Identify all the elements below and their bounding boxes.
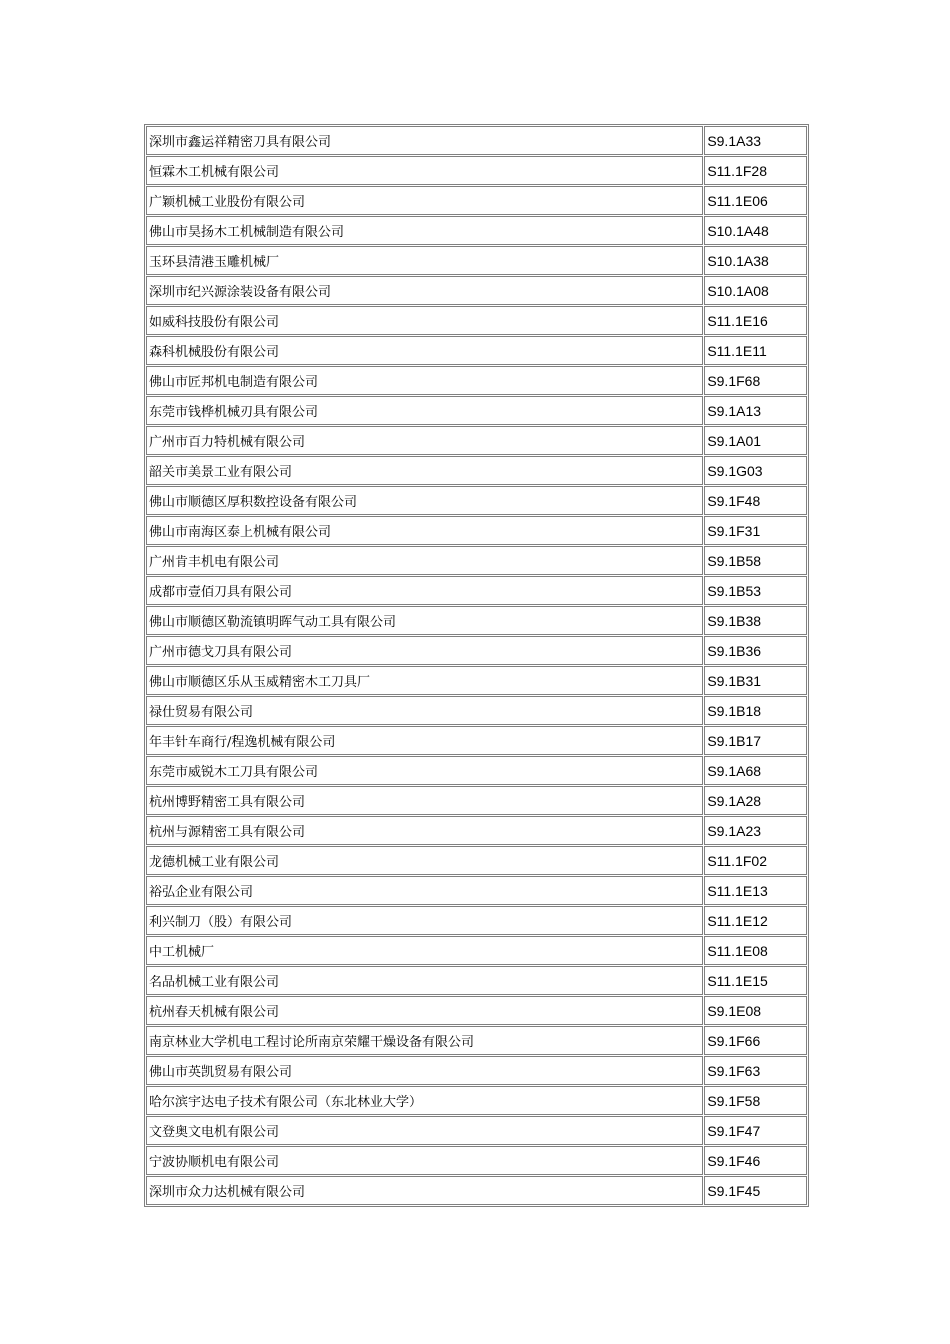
table-row [146,696,807,725]
booth-number-cell: S10.1A08 [704,276,807,305]
booth-number-cell: S9.1A23 [704,816,807,845]
booth-number-cell: S11.1F28 [704,156,807,185]
company-name-cell: 成都市壹佰刀具有限公司 [146,576,703,605]
table-row [146,426,807,455]
company-name-cell: 东莞市钱桦机械刃具有限公司 [146,396,703,425]
company-name-cell: 东莞市威锐木工刀具有限公司 [146,756,703,785]
company-name-cell: 广州市百力特机械有限公司 [146,426,703,455]
company-name-cell: 宁波协顺机电有限公司 [146,1146,703,1175]
table-row [146,576,807,605]
company-name-cell: 杭州春天机械有限公司 [146,996,703,1025]
table-row [146,546,807,575]
table-row [146,1026,807,1055]
company-name-cell: 佛山市英凯贸易有限公司 [146,1056,703,1085]
company-name-cell: 佛山市顺德区乐从玉威精密木工刀具厂 [146,666,703,695]
company-name-cell: 玉环县清港玉雕机械厂 [146,246,703,275]
booth-number-cell: S10.1A38 [704,246,807,275]
company-name-cell: 深圳市众力达机械有限公司 [146,1176,703,1205]
company-name-cell: 年丰针车商行/程逸机械有限公司 [146,726,703,755]
booth-number-cell: S11.1E13 [704,876,807,905]
company-name-cell: 文登奥文电机有限公司 [146,1116,703,1145]
table-row [146,726,807,755]
booth-number-cell: S11.1F02 [704,846,807,875]
table-row [146,966,807,995]
company-name-cell: 恒霖木工机械有限公司 [146,156,703,185]
booth-number-cell: S11.1E06 [704,186,807,215]
exhibitor-table-body [146,126,807,1205]
booth-number-cell: S9.1A13 [704,396,807,425]
booth-number-cell: S9.1B18 [704,696,807,725]
company-name-cell: 深圳市纪兴源涂装设备有限公司 [146,276,703,305]
table-row [146,906,807,935]
company-name-cell: 森科机械股份有限公司 [146,336,703,365]
booth-number-cell: S9.1F66 [704,1026,807,1055]
table-row [146,516,807,545]
table-row [146,1086,807,1115]
table-row [146,1176,807,1205]
company-name-cell: 佛山市昊扬木工机械制造有限公司 [146,216,703,245]
exhibitor-table [144,124,809,1207]
booth-number-cell: S9.1A68 [704,756,807,785]
table-row [146,186,807,215]
booth-number-cell: S9.1F46 [704,1146,807,1175]
table-row [146,486,807,515]
company-name-cell: 南京林业大学机电工程讨论所南京荣耀干燥设备有限公司 [146,1026,703,1055]
table-row [146,846,807,875]
table-row [146,306,807,335]
table-row [146,1116,807,1145]
company-name-cell: 名品机械工业有限公司 [146,966,703,995]
booth-number-cell: S9.1F48 [704,486,807,515]
table-row [146,366,807,395]
booth-number-cell: S9.1A33 [704,126,807,155]
table-row [146,1056,807,1085]
company-name-cell: 佛山市顺德区厚积数控设备有限公司 [146,486,703,515]
booth-number-cell: S11.1E15 [704,966,807,995]
company-name-cell: 广州市德戈刀具有限公司 [146,636,703,665]
booth-number-cell: S9.1A01 [704,426,807,455]
company-name-cell: 广颖机械工业股份有限公司 [146,186,703,215]
booth-number-cell: S11.1E12 [704,906,807,935]
table-row [146,996,807,1025]
company-name-cell: 中工机械厂 [146,936,703,965]
company-name-cell: 裕弘企业有限公司 [146,876,703,905]
booth-number-cell: S9.1B38 [704,606,807,635]
table-row [146,216,807,245]
company-name-cell: 佛山市南海区泰上机械有限公司 [146,516,703,545]
company-name-cell: 佛山市顺德区勒流镇明晖气动工具有限公司 [146,606,703,635]
booth-number-cell: S9.1E08 [704,996,807,1025]
table-row [146,156,807,185]
company-name-cell: 广州肯丰机电有限公司 [146,546,703,575]
booth-number-cell: S9.1F63 [704,1056,807,1085]
table-row [146,1146,807,1175]
booth-number-cell: S11.1E11 [704,336,807,365]
table-row [146,606,807,635]
booth-number-cell: S9.1F68 [704,366,807,395]
booth-number-cell: S9.1F31 [704,516,807,545]
table-row [146,756,807,785]
table-row [146,246,807,275]
company-name-cell: 杭州与源精密工具有限公司 [146,816,703,845]
table-row [146,456,807,485]
table-row [146,786,807,815]
company-name-cell: 龙德机械工业有限公司 [146,846,703,875]
booth-number-cell: S9.1F58 [704,1086,807,1115]
table-row [146,816,807,845]
booth-number-cell: S9.1B58 [704,546,807,575]
booth-number-cell: S9.1F45 [704,1176,807,1205]
table-row [146,666,807,695]
company-name-cell: 佛山市匠邦机电制造有限公司 [146,366,703,395]
company-name-cell: 哈尔滨宇达电子技术有限公司（东北林业大学） [146,1086,703,1115]
company-name-cell: 韶关市美景工业有限公司 [146,456,703,485]
company-name-cell: 杭州博野精密工具有限公司 [146,786,703,815]
booth-number-cell: S9.1B17 [704,726,807,755]
table-row [146,396,807,425]
booth-number-cell: S9.1B53 [704,576,807,605]
company-name-cell: 利兴制刀（股）有限公司 [146,906,703,935]
booth-number-cell: S11.1E08 [704,936,807,965]
table-row [146,936,807,965]
company-name-cell: 如威科技股份有限公司 [146,306,703,335]
table-row [146,636,807,665]
booth-number-cell: S9.1B31 [704,666,807,695]
booth-number-cell: S10.1A48 [704,216,807,245]
company-name-cell: 禄仕贸易有限公司 [146,696,703,725]
table-row [146,126,807,155]
company-name-cell: 深圳市鑫运祥精密刀具有限公司 [146,126,703,155]
booth-number-cell: S11.1E16 [704,306,807,335]
booth-number-cell: S9.1B36 [704,636,807,665]
table-row [146,876,807,905]
table-row [146,276,807,305]
booth-number-cell: S9.1G03 [704,456,807,485]
booth-number-cell: S9.1A28 [704,786,807,815]
table-row [146,336,807,365]
booth-number-cell: S9.1F47 [704,1116,807,1145]
